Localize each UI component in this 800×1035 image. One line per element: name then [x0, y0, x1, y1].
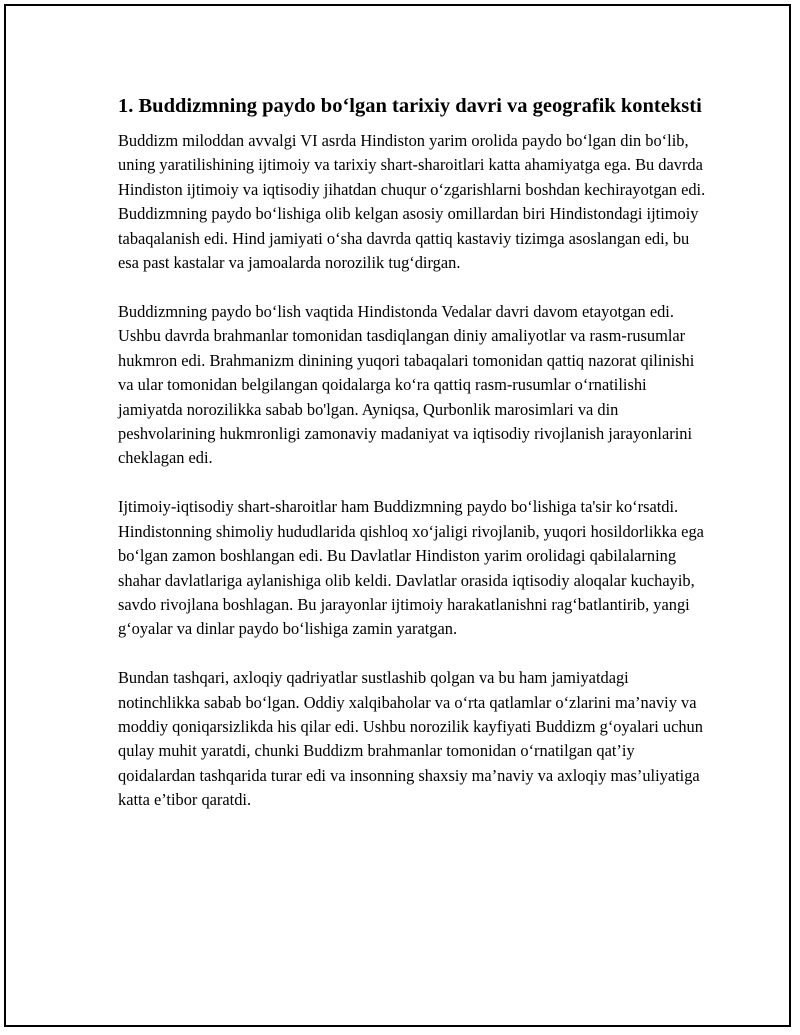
paragraph-1: Buddizm miloddan avvalgi VI asrda Hindiston yarim orolida paydo bo‘lgan din bo‘lib, uning yaratilishining ijtimoiy va tarixiy shart-sharoitlari katta ahamiyatga ega. Bu davrda Hindiston ijtimoiy va iqtisodiy jihatdan chuqur o‘zgarishlarni boshdan kechirayotgan edi. Buddizmning paydo bo‘lishiga olib kelgan asosiy omillardan biri Hindistondagi ijtimoiy tabaqalanish edi. Hind jamiyati o‘sha davrda qattiq kastaviy tizimga asoslangan edi, bu esa past kastalar va jamoalarda norozilik tug‘dirgan.: [118, 131, 706, 273]
paragraph-3: Ijtimoiy-iqtisodiy shart-sharoitlar ham Buddizmning paydo bo‘lishiga ta'sir ko‘rsatdi. Hindistonning shimoliy hududlarida qishloq xo‘jaligi rivojlanib, yuqori hosildorlikka ega bo‘lgan zamon boshlangan edi. Bu Davlatlar Hindiston yarim orolidagi qabilalarning shahar davlatlariga aylanishiga olib keldi. Davlatlar orasida iqtisodiy aloqalar kuchayib, savdo rivojlana boshlagan. Bu jarayonlar ijtimoiy harakatlanishni rag‘batlantirib, yangi g‘oyalar va dinlar paydo bo‘lishiga zamin yaratgan.: [118, 497, 704, 639]
paragraph-4: Bundan tashqari, axloqiy qadriyatlar sustlashib qolgan va bu ham jamiyatdagi notinchlikka sabab bo‘lgan. Oddiy xalqibaholar va o‘rta qatlamlar o‘zlarini ma’naviy va moddiy qoniqarsizlikda his qilar edi. Ushbu norozilik kayfiyati Buddizm g‘oyalari uchun qulay muhit yaratdi, chunki Buddizm brahmanlar tomonidan o‘rnatilgan qat’iy qoidalardan tashqarida turar edi va insonning shaxsiy ma’naviy va axloqiy mas’uliyatiga katta e’tibor qaratdi.: [118, 668, 703, 810]
section-heading: 1. Buddizmning paydo bo‘lgan tarixiy davri va geografik konteksti: [118, 95, 702, 117]
document-body: [118, 93, 710, 837]
paragraph-2: Buddizmning paydo bo‘lish vaqtida Hindistonda Vedalar davri davom etayotgan edi. Ushbu davrda brahmanlar tomonidan tasdiqlangan diniy amaliyotlar va rasm-rusumlar hukmron edi. Brahmanizm dinining yuqori tabaqalari tomonidan qattiq nazorat qilinishi va ular tomonidan belgilangan qoidalarga ko‘ra qattiq rasm-rusumlar o‘rnatilishi jamiyatda norozilikka sabab bo'lgan. Ayniqsa, Qurbonlik marosimlari va din peshvolarining hukmronligi zamonaviy madaniyat va iqtisodiy rivojlanish jarayonlarini cheklagan edi.: [118, 301, 695, 468]
